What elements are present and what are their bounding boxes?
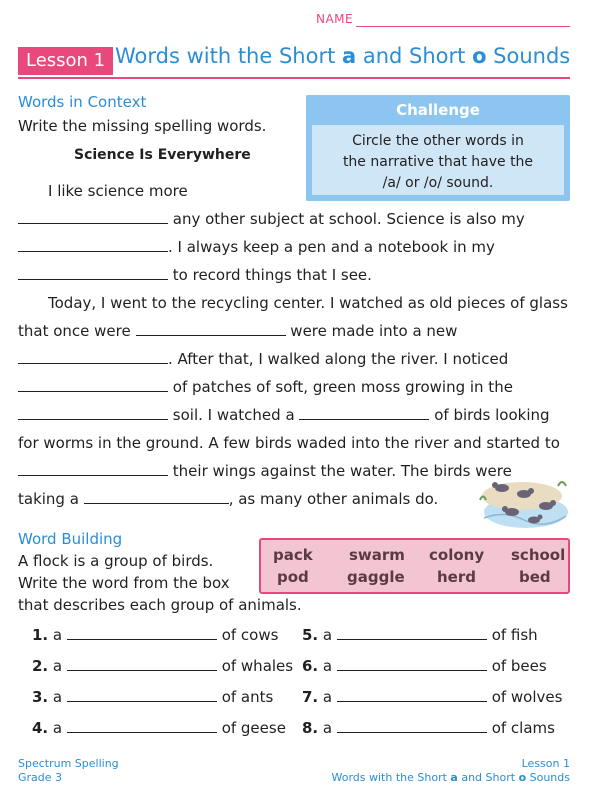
name-label: NAME — [316, 12, 354, 26]
story-text: of patches of soft, green moss growing in the — [172, 378, 513, 396]
story-text: , as many other animals do. — [228, 490, 439, 508]
item-article: a — [52, 626, 63, 644]
blank-8[interactable] — [299, 418, 429, 420]
list-item — [32, 719, 286, 737]
name-field[interactable] — [356, 26, 570, 27]
word-choice: colony — [429, 546, 485, 564]
title-letter-o: o — [472, 44, 487, 68]
building-instruction: A flock is a group of birds. — [18, 552, 214, 570]
bird-shape — [538, 515, 543, 520]
list-item — [32, 688, 273, 706]
grass-shape — [558, 482, 566, 486]
blank-1[interactable] — [18, 222, 168, 224]
blank-3[interactable] — [18, 278, 168, 280]
story-text: any other subject at school. Science is also my — [172, 210, 525, 228]
item-tail: of geese — [221, 719, 286, 737]
lesson-title — [115, 44, 570, 68]
footer-book-title: Spectrum Spelling — [18, 757, 119, 770]
answer-blank[interactable] — [67, 669, 217, 671]
list-item — [302, 657, 547, 675]
bird-shape — [502, 506, 508, 512]
blank-7[interactable] — [18, 418, 168, 420]
answer-blank[interactable] — [67, 731, 217, 733]
challenge-line: Circle the other words in — [352, 133, 524, 149]
birds-illustration — [474, 466, 570, 532]
item-number: 3. — [32, 688, 49, 706]
footer-title-part: Words with the Short — [331, 771, 451, 784]
story-line — [18, 238, 495, 256]
item-number: 6. — [302, 657, 319, 675]
blank-10[interactable] — [84, 502, 229, 504]
item-article: a — [52, 719, 63, 737]
list-item — [32, 626, 278, 644]
blank-6[interactable] — [18, 390, 168, 392]
story-text: that once were — [18, 322, 131, 340]
item-tail: of wolves — [491, 688, 563, 706]
list-item — [302, 688, 562, 706]
story-line — [18, 210, 525, 228]
item-tail: of whales — [221, 657, 294, 675]
title-part: and Short — [356, 44, 473, 68]
answer-blank[interactable] — [337, 669, 487, 671]
list-item — [302, 626, 538, 644]
footer-title-part: Sounds — [526, 771, 570, 784]
story-line — [18, 462, 512, 480]
word-choice: pack — [273, 546, 313, 564]
story-line — [18, 322, 457, 340]
story-text: . After that, I walked along the river. I noticed — [168, 350, 509, 368]
footer-title-part: and Short — [457, 771, 519, 784]
story-line — [18, 350, 508, 368]
list-item — [302, 719, 555, 737]
lesson-badge: Lesson 1 — [18, 47, 113, 75]
item-article: a — [52, 657, 63, 675]
title-part: Words with the Short — [115, 44, 342, 68]
story-text: their wings against the water. The birds were — [172, 462, 512, 480]
story-text: were made into a new — [290, 322, 458, 340]
story-text: taking a — [18, 490, 79, 508]
challenge-body — [312, 125, 564, 195]
item-tail: of bees — [491, 657, 547, 675]
challenge-title: Challenge — [396, 101, 480, 119]
story-text: to record things that I see. — [172, 266, 372, 284]
title-part: Sounds — [486, 44, 571, 68]
building-instruction: that describes each group of animals. — [18, 596, 302, 614]
blank-2[interactable] — [18, 250, 168, 252]
bird-shape — [528, 488, 534, 494]
blank-4[interactable] — [136, 334, 286, 336]
word-choice: swarm — [349, 546, 405, 564]
footer-letter-a: a — [450, 771, 458, 784]
word-box — [259, 538, 570, 594]
word-building-heading: Word Building — [18, 530, 123, 548]
story-line — [18, 406, 550, 424]
answer-blank[interactable] — [337, 638, 487, 640]
item-number: 5. — [302, 626, 319, 644]
word-choice: school — [511, 546, 566, 564]
item-number: 2. — [32, 657, 49, 675]
story-line: I like science more — [48, 182, 188, 200]
words-in-context-heading: Words in Context — [18, 93, 147, 111]
footer-letter-o: o — [518, 771, 527, 784]
answer-blank[interactable] — [337, 731, 487, 733]
challenge-line: /a/ or /o/ sound. — [382, 175, 494, 191]
story-title: Science Is Everywhere — [74, 147, 251, 163]
story-line: for worms in the ground. A few birds waded into the river and started to — [18, 434, 560, 452]
story-text: of birds looking — [434, 406, 550, 424]
title-letter-a: a — [342, 44, 357, 68]
building-instruction: Write the word from the box — [18, 574, 230, 592]
footer-grade: Grade 3 — [18, 771, 63, 784]
footer-lesson-title — [332, 771, 571, 784]
title-rule — [18, 77, 570, 79]
item-article: a — [322, 626, 333, 644]
story-text: . I always keep a pen and a notebook in my — [168, 238, 495, 256]
item-number: 8. — [302, 719, 319, 737]
footer-lesson: Lesson 1 — [521, 757, 570, 770]
context-instruction: Write the missing spelling words. — [18, 117, 267, 135]
blank-9[interactable] — [18, 474, 168, 476]
word-choice: herd — [437, 568, 476, 586]
answer-blank[interactable] — [67, 700, 217, 702]
story-line — [18, 378, 513, 396]
item-number: 1. — [32, 626, 49, 644]
item-article: a — [52, 688, 63, 706]
item-article: a — [322, 688, 333, 706]
list-item — [32, 657, 293, 675]
blank-5[interactable] — [18, 362, 168, 364]
answer-blank[interactable] — [337, 700, 487, 702]
item-number: 7. — [302, 688, 319, 706]
story-line: Today, I went to the recycling center. I watched as old pieces of glass — [48, 294, 568, 312]
bird-shape — [550, 500, 556, 506]
item-article: a — [322, 657, 333, 675]
item-tail: of ants — [221, 688, 274, 706]
challenge-line: the narrative that have the — [342, 154, 534, 170]
item-tail: of clams — [491, 719, 555, 737]
item-tail: of cows — [221, 626, 279, 644]
challenge-box — [306, 95, 570, 201]
word-choice: gaggle — [347, 568, 405, 586]
story-text: soil. I watched a — [172, 406, 295, 424]
item-tail: of fish — [491, 626, 538, 644]
story-line — [18, 266, 372, 284]
word-choice: bed — [519, 568, 551, 586]
word-choice: pod — [277, 568, 309, 586]
bird-shape — [492, 482, 498, 488]
item-number: 4. — [32, 719, 49, 737]
answer-blank[interactable] — [67, 638, 217, 640]
challenge-text — [312, 131, 564, 194]
story-line — [18, 490, 438, 508]
item-article: a — [322, 719, 333, 737]
